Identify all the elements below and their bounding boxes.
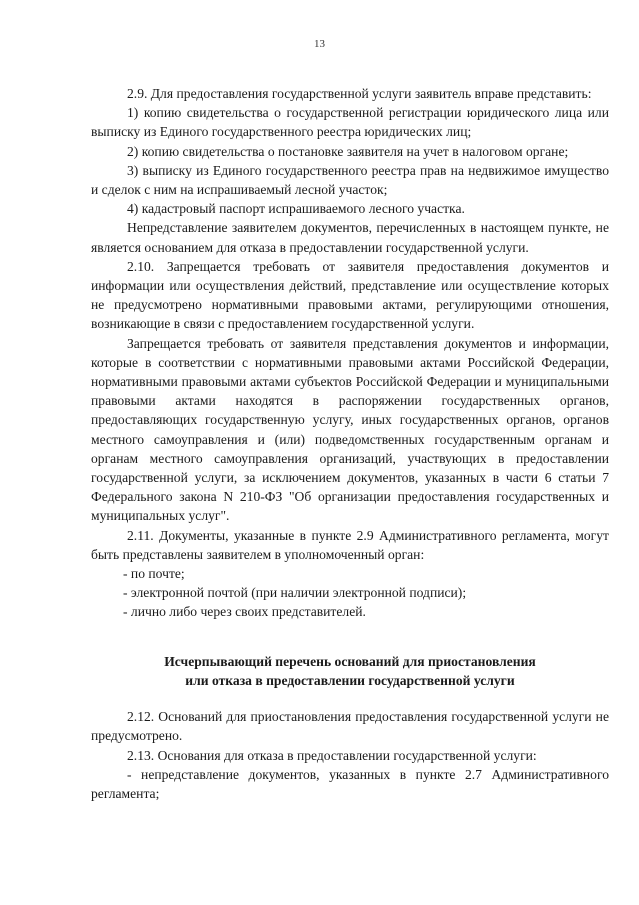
paragraph: 4) кадастровый паспорт испрашиваемого лесного участка. [127, 201, 465, 217]
paragraph: 2) копию свидетельства о постановке заявителя на учет в налоговом органе; [127, 143, 569, 159]
list-item: - электронной почтой (при наличии электронной подписи); [123, 585, 467, 601]
paragraph: Непредставление заявителем документов, перечисленных в настоящем пункте, не является основанием для отказа в предоставлении государственной услуги. [91, 220, 609, 255]
section-requirements [91, 84, 609, 622]
paragraph: 2.13. Основания для отказа в предоставлении государственной услуги: [127, 747, 537, 763]
document-body [91, 84, 609, 803]
section-grounds [91, 707, 609, 803]
list-item: - по почте; [123, 566, 185, 582]
page-number: 13 [314, 38, 325, 50]
paragraph: 2.9. Для предоставления государственной услуги заявитель вправе представить: [127, 86, 592, 101]
paragraph: 2.10. Запрещается требовать от заявителя предоставления документов и информации или осуществления действий, представление или осуществление которых не предусмотрено нормативными правовыми актами, регулирующими отношения, возникающие в связи с предоставлением государственной услуги. [91, 258, 609, 332]
paragraph: 3) выписку из Единого государственного реестра прав на недвижимое имущество и сделок с ним на испрашиваемый лесной участок; [91, 162, 609, 198]
paragraph: - непредставление документов, указанных в пункте 2.7 Административного регламента; [91, 766, 609, 801]
paragraph: 2.12. Оснований для приостановления предоставления государственной услуги не предусмотрено. [91, 709, 609, 744]
section-heading-line-2: или отказа в предоставлении государственной услуги [185, 672, 515, 688]
section-heading-line-1: Исчерпывающий перечень оснований для приостановления [164, 653, 536, 669]
paragraph: 1) копию свидетельства о государственной регистрации юридического лица или выписку из Единого государственного реестра юридических лиц; [91, 105, 609, 140]
paragraph: Запрещается требовать от заявителя представления документов и информации, которые в соответствии с нормативными правовыми актами Российской Федерации, нормативными правовыми актами субъектов Российской Федерации и муниципальными правовыми актами находятся в распоряжении государственных органов, предоставляющих государственную услугу, иных государственных органов, органов местного самоуправления и (или) подведомственных государственным органам и органам местного самоуправления организаций, участвующих в предоставлении государственной услуги, за исключением документов, указанных в части 6 статьи 7 Федерального закона N 210-ФЗ "Об организации предоставления государственных и муниципальных услуг". [91, 335, 609, 524]
paragraph: 2.11. Документы, указанные в пункте 2.9 Административного регламента, могут быть представлены заявителем в уполномоченный орган: [91, 527, 609, 562]
list-item: - лично либо через своих представителей. [123, 604, 366, 620]
